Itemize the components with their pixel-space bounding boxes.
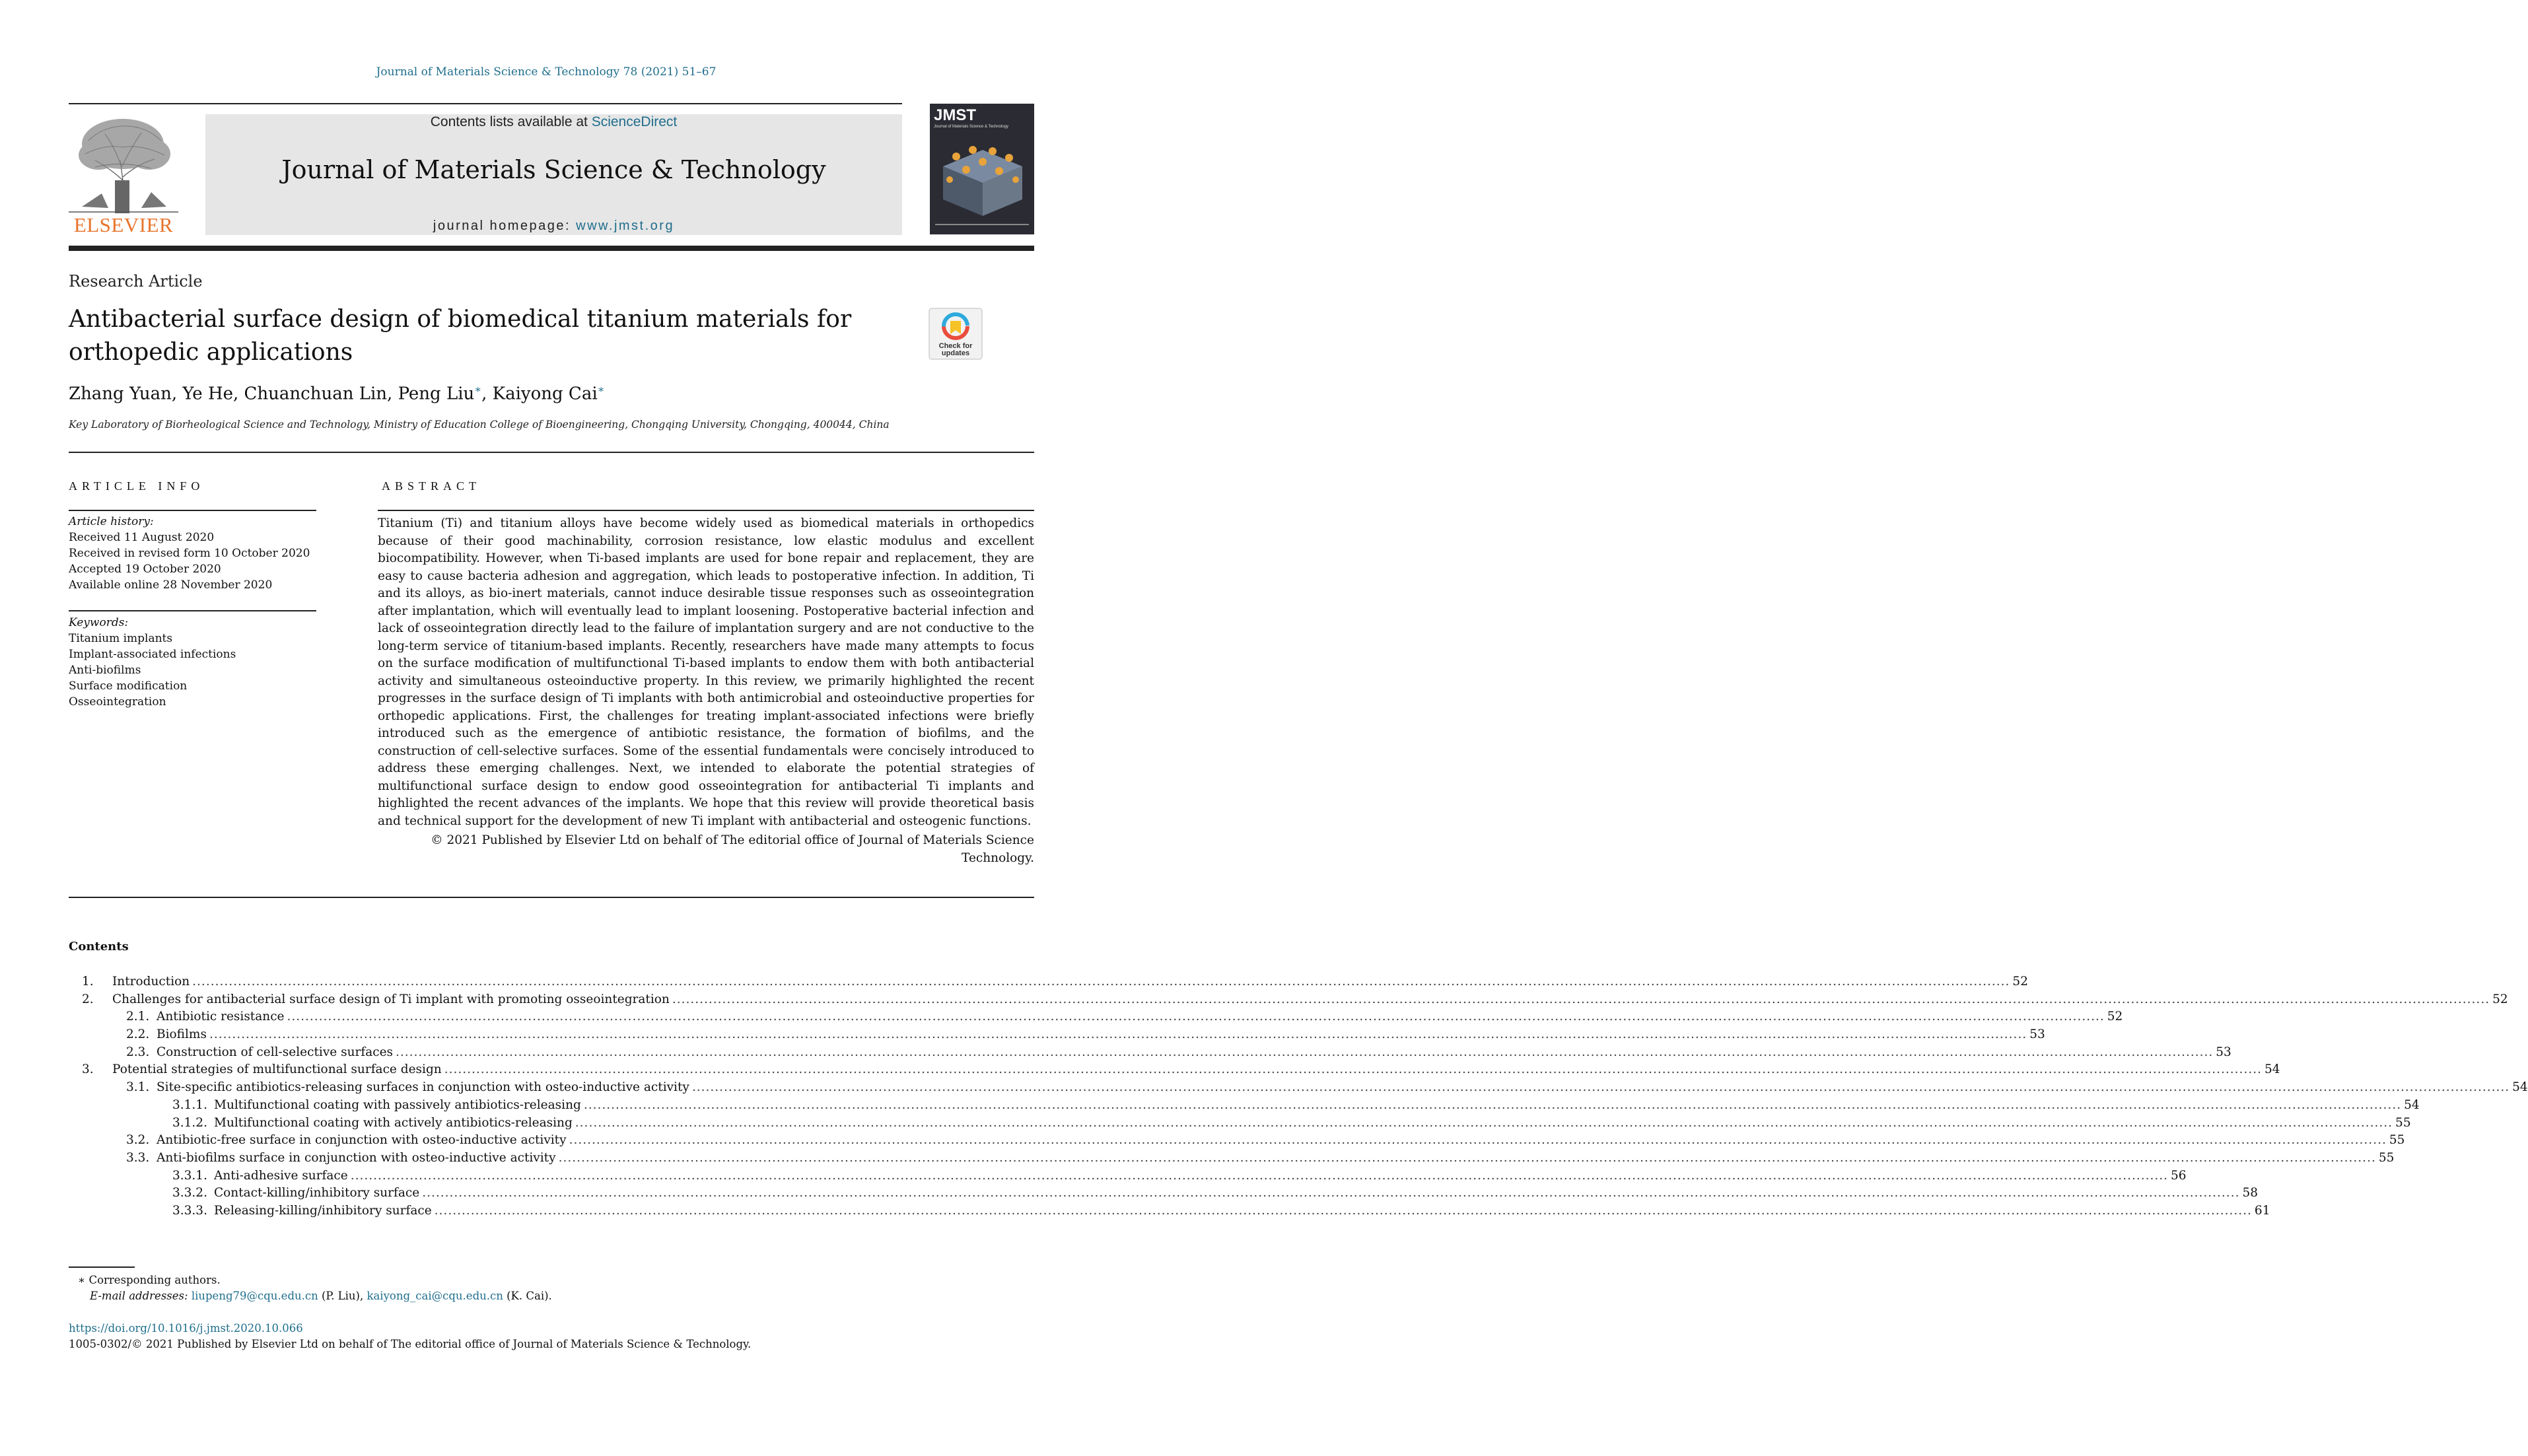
keyword-item: Implant-associated infections xyxy=(69,648,236,661)
toc-leader-dots: ................................................................................................................................................................................................................................................................................................................................................................................................................ xyxy=(583,1097,2402,1112)
toc-entry-page: 52 xyxy=(2107,1010,2123,1024)
copyright-line-2: Technology. xyxy=(962,850,1034,865)
toc-entry-page: 52 xyxy=(2012,975,2028,988)
toc-leader-dots: ................................................................................................................................................................................................................................................................................................................................................................................................................ xyxy=(444,1062,2262,1077)
article-title xyxy=(69,303,888,369)
toc-entry-label: Challenges for antibacterial surface design of Ti implant with promoting osseointegration xyxy=(112,992,670,1006)
toc-entry[interactable] xyxy=(69,991,2508,1009)
contents-heading: Contents xyxy=(69,940,129,953)
toc-entry-page: 56 xyxy=(2171,1168,2187,1183)
email-owner-liu: (P. Liu), xyxy=(318,1290,367,1302)
toc-entry-number: 3.1.1. xyxy=(172,1097,207,1112)
toc-entry[interactable] xyxy=(69,1115,2411,1132)
article-info-heading: ARTICLE INFO xyxy=(69,479,205,493)
elsevier-wordmark: ELSEVIER xyxy=(73,213,174,236)
history-accepted: Accepted 19 October 2020 xyxy=(69,563,221,576)
toc-entry-label: Multifunctional coating with actively antibiotics-releasing xyxy=(214,1115,573,1130)
toc-entry-page: 55 xyxy=(2389,1133,2405,1148)
cover-subtitle: Journal of Materials Science & Technology xyxy=(934,125,1008,129)
abstract-rule xyxy=(378,510,1034,511)
article-history xyxy=(69,514,316,593)
toc-entry-label: Anti-adhesive surface xyxy=(214,1168,348,1183)
elsevier-tree-icon xyxy=(69,114,178,213)
toc-entry[interactable] xyxy=(69,1079,2528,1097)
toc-entry-number: 2. xyxy=(82,992,94,1006)
toc-entry-page: 54 xyxy=(2404,1097,2420,1112)
toc-entry[interactable] xyxy=(69,1061,2280,1079)
toc-entry[interactable] xyxy=(69,1044,2231,1062)
article-info-rule xyxy=(69,510,316,511)
corresponding-mark-2[interactable]: ∗ xyxy=(597,383,605,396)
toc-leader-dots: ................................................................................................................................................................................................................................................................................................................................................................................................................ xyxy=(691,1080,2510,1095)
toc-leader-dots: ................................................................................................................................................................................................................................................................................................................................................................................................................ xyxy=(558,1150,2376,1165)
contents-prefix: Contents lists available at xyxy=(430,114,592,129)
toc-entry[interactable] xyxy=(69,1026,2045,1044)
toc-entry-number: 3.1.2. xyxy=(172,1115,207,1130)
keyword-item: Osseointegration xyxy=(69,695,166,709)
toc-entry[interactable] xyxy=(69,1008,2123,1026)
toc-entry-page: 61 xyxy=(2254,1203,2270,1218)
header-rule-thick xyxy=(69,246,1034,251)
history-label: Article history: xyxy=(69,515,154,528)
corresponding-mark-1[interactable]: ∗ xyxy=(474,383,482,396)
sciencedirect-link[interactable]: ScienceDirect xyxy=(591,114,678,129)
toc-entry-number: 3.3. xyxy=(126,1150,150,1165)
footnote xyxy=(78,1272,552,1304)
toc-entry-number: 1. xyxy=(82,975,94,988)
toc-entry-page: 52 xyxy=(2492,992,2508,1006)
toc-entry-label: Introduction xyxy=(112,975,190,988)
author-list xyxy=(69,383,605,404)
toc-entry-label: Contact-killing/inhibitory surface xyxy=(214,1186,420,1200)
elsevier-logo xyxy=(69,114,178,237)
toc-entry-number: 2.1. xyxy=(126,1010,150,1024)
issn-copyright-line: 1005-0302/© 2021 Published by Elsevier Ltd on behalf of The editorial office of Journal of Materials Science & Technology. xyxy=(69,1338,752,1350)
toc-entry-page: 58 xyxy=(2242,1186,2258,1200)
toc-entry[interactable] xyxy=(69,1202,2270,1220)
running-head[interactable]: Journal of Materials Science & Technology 78 (2021) 51–67 xyxy=(376,65,717,79)
history-revised: Received in revised form 10 October 2020 xyxy=(69,547,310,560)
toc-leader-dots: ................................................................................................................................................................................................................................................................................................................................................................................................................ xyxy=(396,1045,2214,1059)
footnote-rule xyxy=(69,1266,135,1268)
footnote-emails xyxy=(78,1288,552,1304)
keywords-block xyxy=(69,615,316,710)
toc-entry-number: 2.3. xyxy=(126,1045,150,1059)
affiliation: Key Laboratory of Biorheological Science and Technology, Ministry of Education College of Bioengineering, Chongqing University, Chongqing, 400044, China xyxy=(69,419,890,431)
toc-entry-number: 3. xyxy=(82,1062,94,1077)
doi-link[interactable]: https://doi.org/10.1016/j.jmst.2020.10.066 xyxy=(69,1322,303,1335)
toc-entry-number: 3.3.1. xyxy=(172,1168,207,1183)
keywords-rule xyxy=(69,610,316,611)
keyword-item: Titanium implants xyxy=(69,632,173,645)
toc-leader-dots: ................................................................................................................................................................................................................................................................................................................................................................................................................ xyxy=(434,1203,2252,1218)
toc-entry-page: 53 xyxy=(2216,1045,2231,1059)
crossmark-line-1: Check for xyxy=(938,342,973,350)
table-of-contents xyxy=(69,973,2528,1220)
toc-leader-dots: ................................................................................................................................................................................................................................................................................................................................................................................................................ xyxy=(569,1133,2387,1148)
toc-entry-label: Multifunctional coating with passively antibiotics-releasing xyxy=(214,1097,581,1112)
toc-leader-dots: ................................................................................................................................................................................................................................................................................................................................................................................................................ xyxy=(672,992,2490,1006)
toc-entry-label: Site-specific antibiotics-releasing surfaces in conjunction with osteo-inductive activity xyxy=(157,1080,689,1095)
cover-title: JMST xyxy=(934,106,977,124)
toc-entry-page: 53 xyxy=(2029,1027,2045,1042)
header-rule-top xyxy=(69,103,902,104)
email-label: E-mail addresses: xyxy=(90,1290,188,1302)
footnote-mark: ∗ xyxy=(78,1274,86,1286)
journal-name: Journal of Materials Science & Technology xyxy=(281,155,826,184)
check-for-updates-button[interactable] xyxy=(929,308,983,360)
article-type: Research Article xyxy=(69,272,203,291)
toc-entry[interactable] xyxy=(69,1185,2258,1202)
toc-entry-label: Releasing-killing/inhibitory surface xyxy=(214,1203,432,1218)
toc-entry-number: 3.3.2. xyxy=(172,1186,207,1200)
email-owner-cai: (K. Cai). xyxy=(503,1290,552,1302)
email-link-liu[interactable]: liupeng79@cqu.edu.cn xyxy=(191,1290,318,1302)
authors-part-2: , Kaiyong Cai xyxy=(481,384,598,404)
toc-entry-number: 3.2. xyxy=(126,1133,150,1148)
authors-part-1: Zhang Yuan, Ye He, Chuanchuan Lin, Peng Liu xyxy=(69,384,475,404)
toc-entry[interactable] xyxy=(69,1097,2420,1115)
toc-entry-page: 55 xyxy=(2395,1115,2411,1130)
abstract-text: Titanium (Ti) and titanium alloys have become widely used as biomedical materials in orthopedics because of their good machinability, corrosion resistance, low elastic modulus and excellent biocompatibility. However, when Ti-based implants are used for bone repair and replacement, they are easy to cause bacteria adhesion and aggregation, which leads to postoperative infection. In addition, Ti and its alloys, as bio-inert materials, cannot induce desirable tissue responses such as osseointegration after implantation, which will eventually lead to implant loosening. Postoperative bacterial infection and lack of osseointegration directly lead to the failure of implantation surgery and are not conductive to the long-term service of titanium-based implants. Recently, researchers have made many attempts to focus on the surface modification of multifunctional Ti-based implants to endow them with both antibacterial activity and simultaneous osteoinductive property. In this review, we primarily highlighted the recent progresses in the surface design of Ti implants with both antimicrobial and osteoinductive properties for orthopedic applications. First, the challenges for treating implant-associated infections were briefly introduced such as the emergence of antibiotic resistance, the formation of biofilms, and the construction of cell-selective surfaces. Some of the essential fundamentals were concisely introduced to address these emerging challenges. Next, we intended to elaborate the potential strategies of multifunctional surface design to endow good osseointegration for antibacterial Ti implants and highlighted the recent advances of the implants. We hope that this review will provide theoretical basis and technical support for the development of new Ti implant with antibacterial and osteogenic functions. xyxy=(378,516,1034,828)
toc-leader-dots: ................................................................................................................................................................................................................................................................................................................................................................................................................ xyxy=(575,1115,2393,1130)
footnote-corresponding-text: Corresponding authors. xyxy=(88,1274,221,1286)
keyword-item: Surface modification xyxy=(69,679,188,693)
title-line-1: Antibacterial surface design of biomedical titanium materials for xyxy=(69,306,852,333)
toc-entry-page: 54 xyxy=(2264,1062,2280,1077)
cover-graphic-icon xyxy=(930,104,1034,234)
toc-entry-number: 2.2. xyxy=(126,1027,150,1042)
title-line-2: orthopedic applications xyxy=(69,339,353,366)
toc-entry-label: Antibiotic resistance xyxy=(157,1010,285,1024)
journal-homepage-line xyxy=(205,219,902,234)
history-received: Received 11 August 2020 xyxy=(69,531,215,544)
journal-cover-image[interactable] xyxy=(930,104,1034,234)
contents-available-line xyxy=(205,114,902,130)
abstract-copyright xyxy=(378,832,1034,867)
toc-entry-page: 55 xyxy=(2378,1150,2395,1165)
toc-entry-number: 3.1. xyxy=(126,1080,150,1095)
toc-leader-dots: ................................................................................................................................................................................................................................................................................................................................................................................................................ xyxy=(287,1010,2105,1024)
history-online: Available online 28 November 2020 xyxy=(69,578,273,592)
toc-leader-dots: ................................................................................................................................................................................................................................................................................................................................................................................................................ xyxy=(209,1027,2027,1042)
toc-entry-label: Construction of cell-selective surfaces xyxy=(157,1045,394,1059)
toc-entry[interactable] xyxy=(69,1167,2187,1185)
copyright-line-1: © 2021 Published by Elsevier Ltd on behalf of The editorial office of Journal of Materials Science xyxy=(431,833,1034,847)
contents-rule xyxy=(69,897,1034,898)
toc-entry-page: 54 xyxy=(2512,1080,2528,1095)
keyword-item: Anti-biofilms xyxy=(69,664,141,677)
keywords-label: Keywords: xyxy=(69,616,129,629)
toc-entry[interactable] xyxy=(69,1132,2405,1150)
toc-leader-dots: ................................................................................................................................................................................................................................................................................................................................................................................................................ xyxy=(422,1186,2240,1200)
abstract-heading: ABSTRACT xyxy=(382,479,481,493)
toc-entry-label: Biofilms xyxy=(157,1027,207,1042)
toc-entry-label: Anti-biofilms surface in conjunction with osteo-inductive activity xyxy=(157,1150,556,1165)
toc-entry-number: 3.3.3. xyxy=(172,1203,207,1218)
toc-entry-label: Potential strategies of multifunctional surface design xyxy=(112,1062,442,1077)
affiliation-rule xyxy=(69,452,1034,453)
toc-leader-dots: ................................................................................................................................................................................................................................................................................................................................................................................................................ xyxy=(350,1168,2168,1183)
toc-entry[interactable] xyxy=(69,973,2028,991)
crossmark-line-2: updates xyxy=(941,349,970,357)
toc-leader-dots: ................................................................................................................................................................................................................................................................................................................................................................................................................ xyxy=(192,975,2010,988)
homepage-link[interactable]: www.jmst.org xyxy=(576,219,675,233)
toc-entry[interactable] xyxy=(69,1150,2395,1167)
journal-masthead xyxy=(205,114,902,235)
homepage-prefix: journal homepage: xyxy=(433,219,577,233)
footnote-corresponding xyxy=(78,1272,552,1288)
toc-entry-label: Antibiotic-free surface in conjunction with osteo-inductive activity xyxy=(157,1133,567,1148)
email-link-cai[interactable]: kaiyong_cai@cqu.edu.cn xyxy=(367,1290,503,1302)
